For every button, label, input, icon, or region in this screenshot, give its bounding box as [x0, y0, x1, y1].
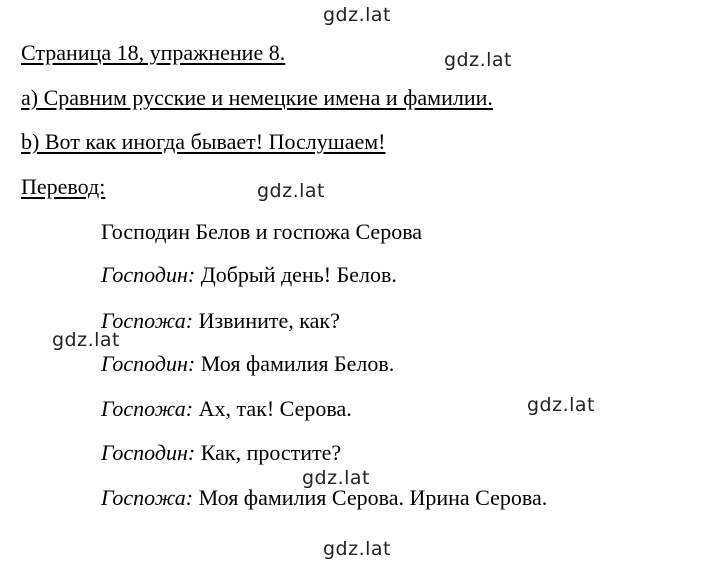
dialogue-line [101, 351, 394, 377]
watermark: gdz.lat [257, 180, 326, 202]
task-a: a) Сравним русские и немецкие имена и фамилии. [21, 85, 493, 110]
line-text: Моя фамилия Белов. [200, 351, 395, 376]
watermark: gdz.lat [323, 4, 392, 26]
dialogue-line [101, 308, 340, 334]
watermark: gdz.lat [52, 329, 121, 351]
dialogue-line [101, 396, 352, 422]
watermark: gdz.lat [444, 49, 513, 71]
speaker-label: Госпожа: [101, 396, 194, 421]
watermark: gdz.lat [323, 538, 392, 560]
dialogue-line [101, 440, 341, 466]
speaker-label: Госпожа: [101, 308, 194, 333]
watermark: gdz.lat [527, 394, 596, 416]
translation-label: Перевод: [21, 174, 106, 199]
speaker-label: Господин: [101, 262, 196, 287]
line-text: Ах, так! Серова. [198, 396, 352, 421]
dialogue-line [101, 262, 397, 288]
dialogue-title: Господин Белов и госпожа Серова [101, 219, 423, 244]
speaker-label: Госпожа: [101, 485, 194, 510]
line-text: Как, простите? [200, 440, 342, 465]
line-text: Извините, как? [198, 308, 340, 333]
watermark: gdz.lat [302, 467, 371, 489]
exercise-heading: Страница 18, упражнение 8. [21, 40, 286, 65]
line-text: Добрый день! Белов. [200, 262, 397, 287]
line-text: Моя фамилия Серова. Ирина Серова. [198, 485, 548, 510]
speaker-label: Господин: [101, 351, 196, 376]
task-b: b) Вот как иногда бывает! Послушаем! [21, 129, 386, 154]
speaker-label: Господин: [101, 440, 196, 465]
